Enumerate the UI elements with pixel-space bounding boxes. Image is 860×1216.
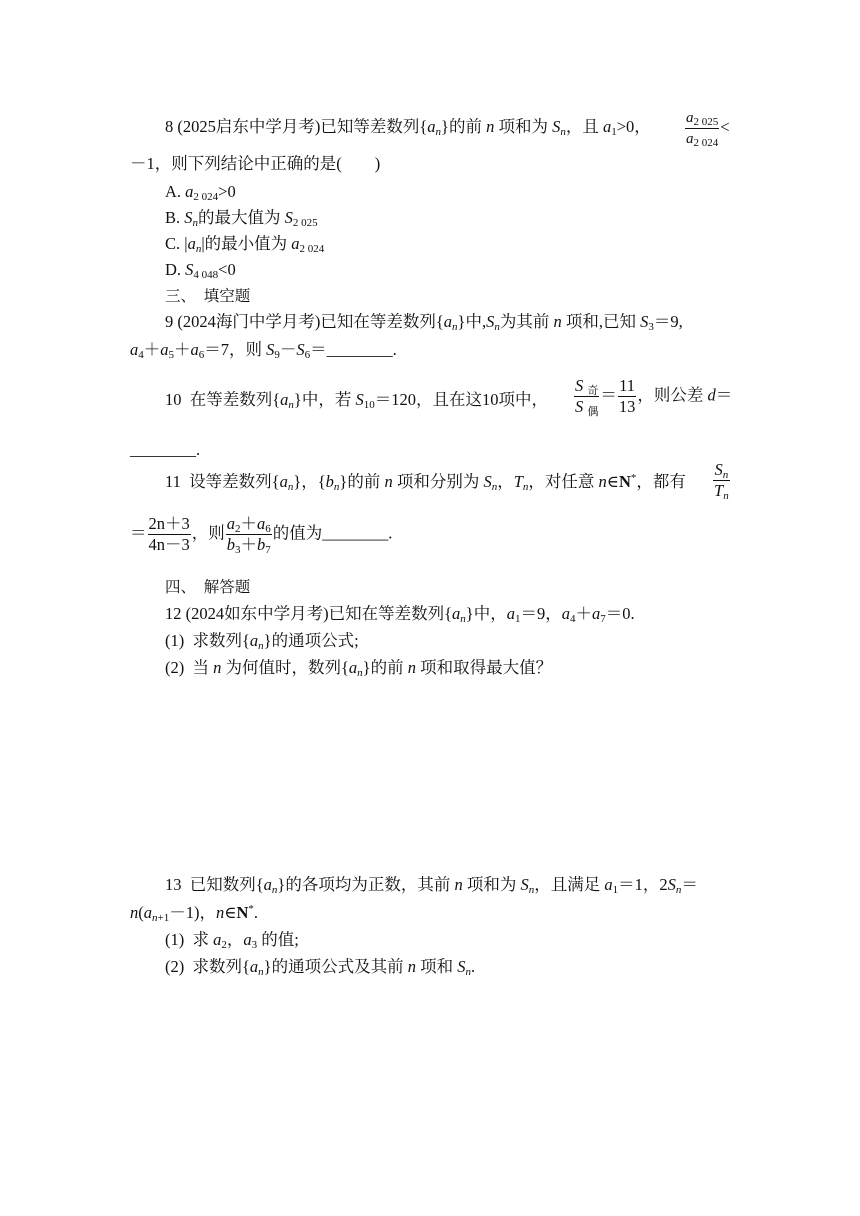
question-number: 8 [165,117,174,136]
stem-text: }的各项均为正数，其前 [277,875,451,894]
q13-part1: (1) 求 $a_2$，$a_3$ 的值; [165,930,299,951]
stem-text: >0， [616,117,651,136]
q9-line1: 9 (2024海门中学月考)已知在等差数列$\{a_n\}$中$,S_n$为其前 n 项和,已知 $S_3=9$, [165,312,683,333]
stem-text: ，且 [565,117,599,136]
stem-text: 设等差数列{ [189,472,280,491]
stem-text: ＋ [575,604,592,623]
section-heading-solutions: 四、 解答题 [165,578,251,596]
q11-line2: ＝ $\frac{2n+3}{4n-3}$ ，则 $\frac{a_2+a_6}{b_3+b_7}$ 的值为________. [130,514,393,556]
stem-text: ＝ [681,875,698,894]
stem-text: 为其前 [499,312,550,331]
q13-line1: 13 已知数列$\{a_n\}$的各项均为正数，其前 n 项和为 $S_n$，且满足 $a_1=1$，$2S_n=$ [165,875,698,896]
stem-text: }的前 [339,472,381,491]
stem-text: 项和分别为 [396,472,480,491]
question-number: 12 [165,604,182,623]
stem-text: ＝0. [605,604,635,623]
q8-option-c: C. $|a_n|$的最小值为 $a_{2 024}$ [165,234,325,255]
stem-text: 项和为 [466,875,517,894]
stem-text: 在等差数列{ [189,390,281,409]
question-source: (2024如东中学月考) [185,604,329,623]
stem-text: ＝7，则 [204,340,262,359]
q11-line1: 11 设等差数列$\{a_n\}$，$\{b_n\}$的前 n 项和分别为 $S_n$，$T_n$，对任意 n∈N*，都有 [165,472,686,493]
stem-text: ，都有 [636,472,686,491]
stem-text: 已知数列{ [189,875,264,894]
stem-text: < [720,117,730,137]
stem-text: ＝9， [520,604,562,623]
stem-text: ＝ [715,385,733,405]
stem-text: ＝________. [310,340,397,359]
q8-stem-line1: 8 (2025启东中学月考)已知等差数列$\{a_n\}$的前 n 项和为 $S_n$，且 $a_1>0$， [165,117,651,138]
stem-text: ，则公差 [637,385,704,405]
section-heading-fill-blank: 三、 填空题 [165,287,251,305]
stem-text: 项和为 [498,117,548,136]
fraction-denominator: 13 [618,397,636,416]
question-number: 10 [165,390,182,409]
stem-text: ， [497,472,514,491]
stem-text: 项和,已知 [565,312,636,331]
stem-text: 已知在等差数列{ [320,312,444,331]
q8-option-a: A. $a_{2 024}>0$ [165,182,236,203]
stem-text: }中，若 [293,390,352,409]
fraction-denominator: 4n－3 [148,535,190,554]
stem-text: }的前 [441,117,482,136]
q10-answer-blank: ________. [130,440,201,459]
stem-text: }中, [457,312,487,331]
stem-text: 已知在等差数列{ [328,604,453,623]
q10-fraction: $\frac{S _奇}{S _偶}$ ＝ $\frac{11}{13}$ ，则公差 d＝ [575,376,733,418]
q13-part2: (2) 求数列$\{a_n\}$的通项公式及其前 n 项和 $S_n$. [165,957,476,978]
question-number: 11 [165,472,181,491]
stem-text: ＝9, [653,312,683,331]
stem-text: ＋ [174,340,191,359]
stem-text: 已知等差数列{ [320,117,428,136]
q12-part1: (1) 求数列$\{a_n\}$的通项公式; [165,631,359,652]
q8-option-d: D. $S_{4 048}<0$ [165,260,236,281]
question-number: 9 [165,312,174,331]
stem-text: ，且满足 [534,875,601,894]
q9-line2: $a_4+a_5+a_6=7$，则 $S_9-S_6=\_\_\_\_\_\_\_\_$. [130,340,397,361]
stem-text: ＝120，且在这10项中， [374,390,548,409]
q12-line1: 12 (2024如东中学月考)已知在等差数列$\{a_n\}$中，$a_1=9$，$a_4+a_7=0$. [165,604,635,625]
q12-part2: (2) 当 n 为何值时，数列$\{a_n\}$的前 n 项和取得最大值？ [165,658,553,679]
stem-text: － [279,340,297,359]
stem-text: ，则 [191,523,225,543]
q8-stem-line2: －1，则下列结论中正确的是( ) [130,154,381,173]
fraction-subscript: 奇 [587,385,599,397]
q8-option-b: B. $S_n$的最大值为 $S_{2 025}$ [165,208,318,229]
question-source: (2024海门中学月考) [177,312,321,331]
q11-ratio-sn-tn: $\frac{S_n}{T_n}$ [714,460,729,502]
stem-text: ＋ [143,340,161,359]
stem-text: 的值为________. [272,523,393,543]
stem-text: ，对任意 [528,472,595,491]
fraction-numerator: 2n＋3 [148,514,190,533]
fraction-subscript: 偶 [587,406,599,418]
q13-line2: $n(a_{n+1}-1)$，n∈N*. [130,903,258,924]
q8-ratio-fraction: $\frac{a_{2 025}}{a_{2 024}}$ < [686,110,730,149]
stem-text: }，{ [293,472,326,491]
question-source: (2025启东中学月考) [177,117,321,136]
stem-text: ＝1，2 [618,875,668,894]
fraction-numerator: 11 [619,376,636,395]
question-number: 13 [165,875,182,894]
stem-text: }中， [465,604,507,623]
q10-line1: 10 在等差数列$\{a_n\}$中，若 $S_{10}=120$，且在这10项中， [165,390,548,411]
